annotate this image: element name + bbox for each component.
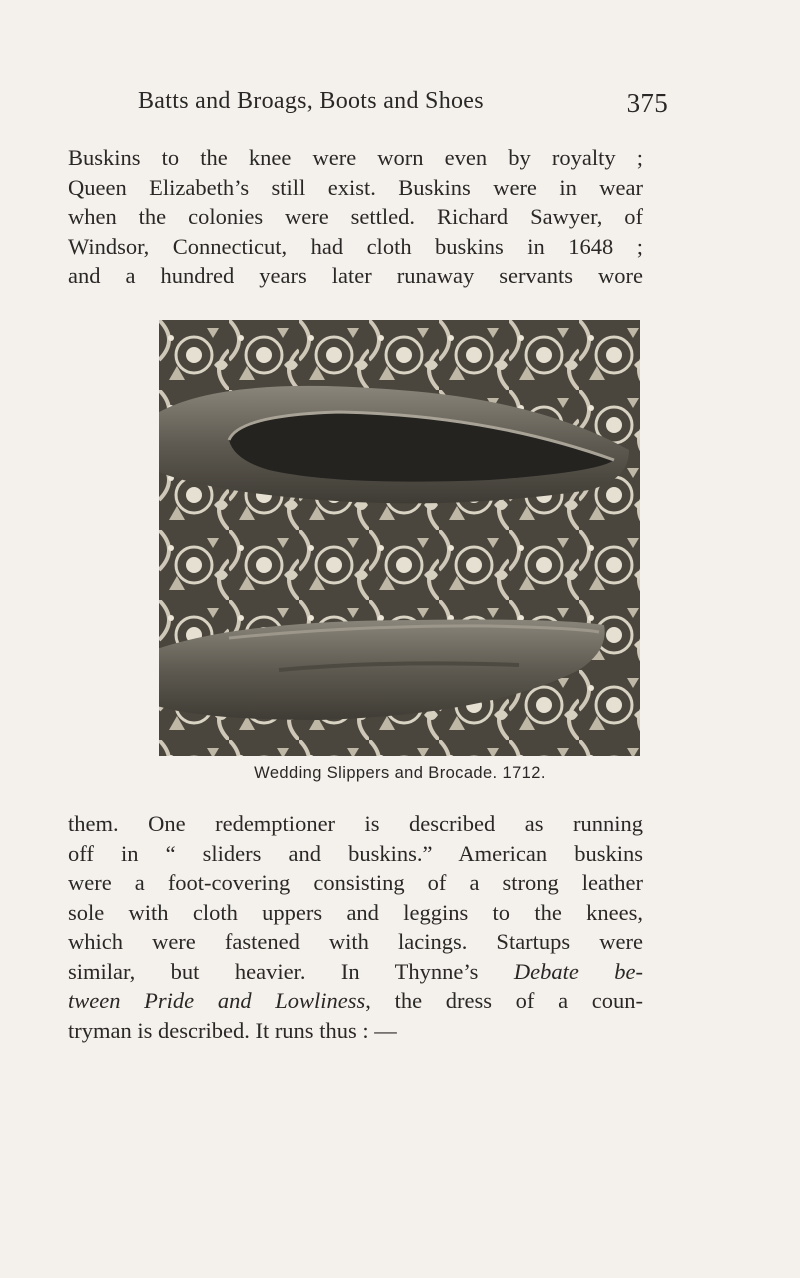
paragraph-bottom <box>68 809 643 1045</box>
text-line: off in “ sliders and buskins.” American buskins <box>68 840 643 866</box>
text-segment: similar, but heavier. In Thynne’s <box>68 958 479 984</box>
running-title: Batts and Broags, Boots and Shoes <box>138 88 484 114</box>
text-line: them. One redemptioner is described as running <box>68 811 643 836</box>
text-line <box>68 957 643 987</box>
text-line: sole with cloth uppers and leggins to the knees, <box>68 899 643 925</box>
page-number: 375 <box>626 88 668 118</box>
book-title-fragment: Debate be- <box>513 958 644 984</box>
text-segment: , the dress of a coun- <box>365 988 643 1013</box>
text-line: Queen Elizabeth’s still exist. Buskins were in wear <box>68 174 643 200</box>
text-line-last: tryman is described. It runs thus : — <box>68 1017 397 1043</box>
text-line: and a hundred years later runaway servants wore <box>68 263 643 288</box>
text-line: Windsor, Connecticut, had cloth buskins in 1648 ; <box>68 233 643 259</box>
text-line: were a foot-covering consisting of a strong leather <box>68 870 643 895</box>
text-line <box>68 986 643 1016</box>
figure-caption: Wedding Slippers and Brocade. 1712. <box>254 764 546 782</box>
text-line: Buskins to the knee were worn even by royalty ; <box>68 145 643 170</box>
text-line: which were fastened with lacings. Startups were <box>68 929 643 954</box>
wedding-slippers-photo <box>159 320 640 756</box>
book-title-fragment: tween Pride and Lowliness <box>68 988 366 1013</box>
text-line: when the colonies were settled. Richard Sawyer, of <box>68 204 643 229</box>
paragraph-top <box>68 143 643 291</box>
